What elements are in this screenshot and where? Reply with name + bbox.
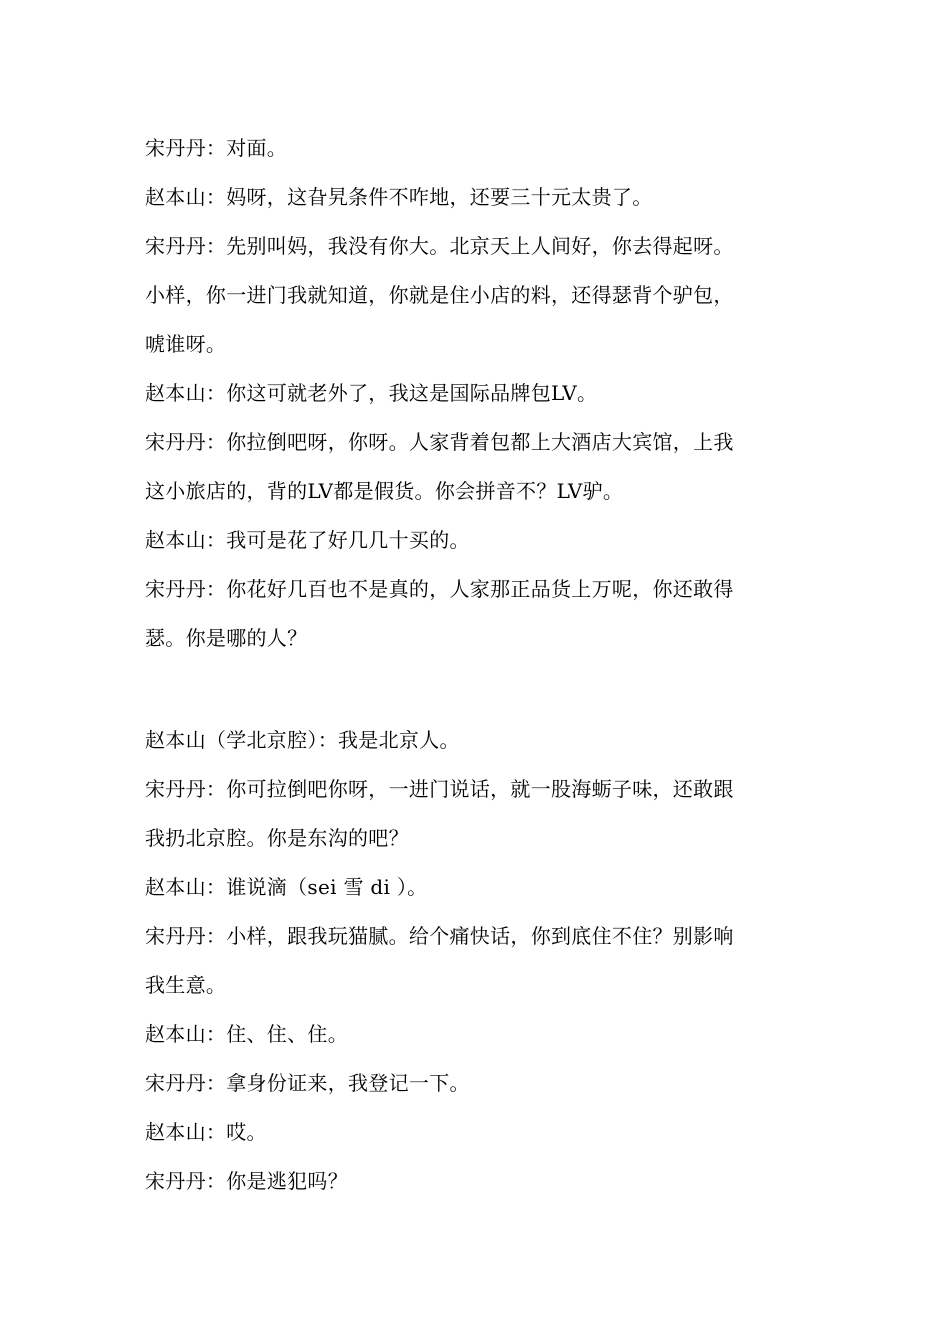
dialogue-line: 赵本山：我可是花了好几几十买的。 [145, 528, 470, 552]
dialogue-block-2 [145, 716, 805, 1206]
dialogue-line: 宋丹丹：你拉倒吧呀，你呀。人家背着包都上大酒店大宾馆，上我 [145, 430, 734, 454]
dialogue-line: 赵本山：哎。 [145, 1120, 267, 1144]
dialogue-line: 小样，你一进门我就知道，你就是住小店的料，还得瑟背个驴包， [145, 283, 734, 307]
dialogue-line: 瑟。你是哪的人？ [145, 626, 308, 650]
dialogue-line: 宋丹丹：你花好几百也不是真的，人家那正品货上万呢，你还敢得 [145, 577, 734, 601]
dialogue-line: 宋丹丹：先别叫妈，我没有你大。北京天上人间好，你去得起呀。 [145, 234, 734, 258]
dialogue-line: 我生意。 [145, 973, 227, 997]
dialogue-line: 宋丹丹：拿身份证来，我登记一下。 [145, 1071, 470, 1095]
paragraph-gap [145, 663, 805, 716]
dialogue-line: 赵本山：住、住、住。 [145, 1022, 348, 1046]
dialogue-line: 宋丹丹：你可拉倒吧你呀，一进门说话，就一股海蛎子味，还敢跟 [145, 777, 734, 801]
dialogue-line: 赵本山：谁说滴（sei 雪 di ）。 [145, 875, 428, 899]
dialogue-line: 唬谁呀。 [145, 332, 227, 356]
dialogue-line: 赵本山：妈呀，这旮旯条件不咋地，还要三十元太贵了。 [145, 185, 653, 209]
dialogue-line: 宋丹丹：对面。 [145, 136, 288, 160]
dialogue-line: 宋丹丹：你是逃犯吗？ [145, 1169, 348, 1193]
dialogue-line: 我扔北京腔。你是东沟的吧？ [145, 826, 409, 850]
dialogue-line: 赵本山：你这可就老外了，我这是国际品牌包LV。 [145, 381, 598, 405]
dialogue-line: 这小旅店的，背的LV都是假货。你会拼音不？LV驴。 [145, 479, 624, 503]
script-text [145, 124, 805, 1206]
dialogue-line: 宋丹丹：小样，跟我玩猫腻。给个痛快话，你到底住不住？别影响 [145, 924, 734, 948]
dialogue-block-1 [145, 124, 805, 663]
dialogue-line: 赵本山（学北京腔）：我是北京人。 [145, 728, 460, 752]
